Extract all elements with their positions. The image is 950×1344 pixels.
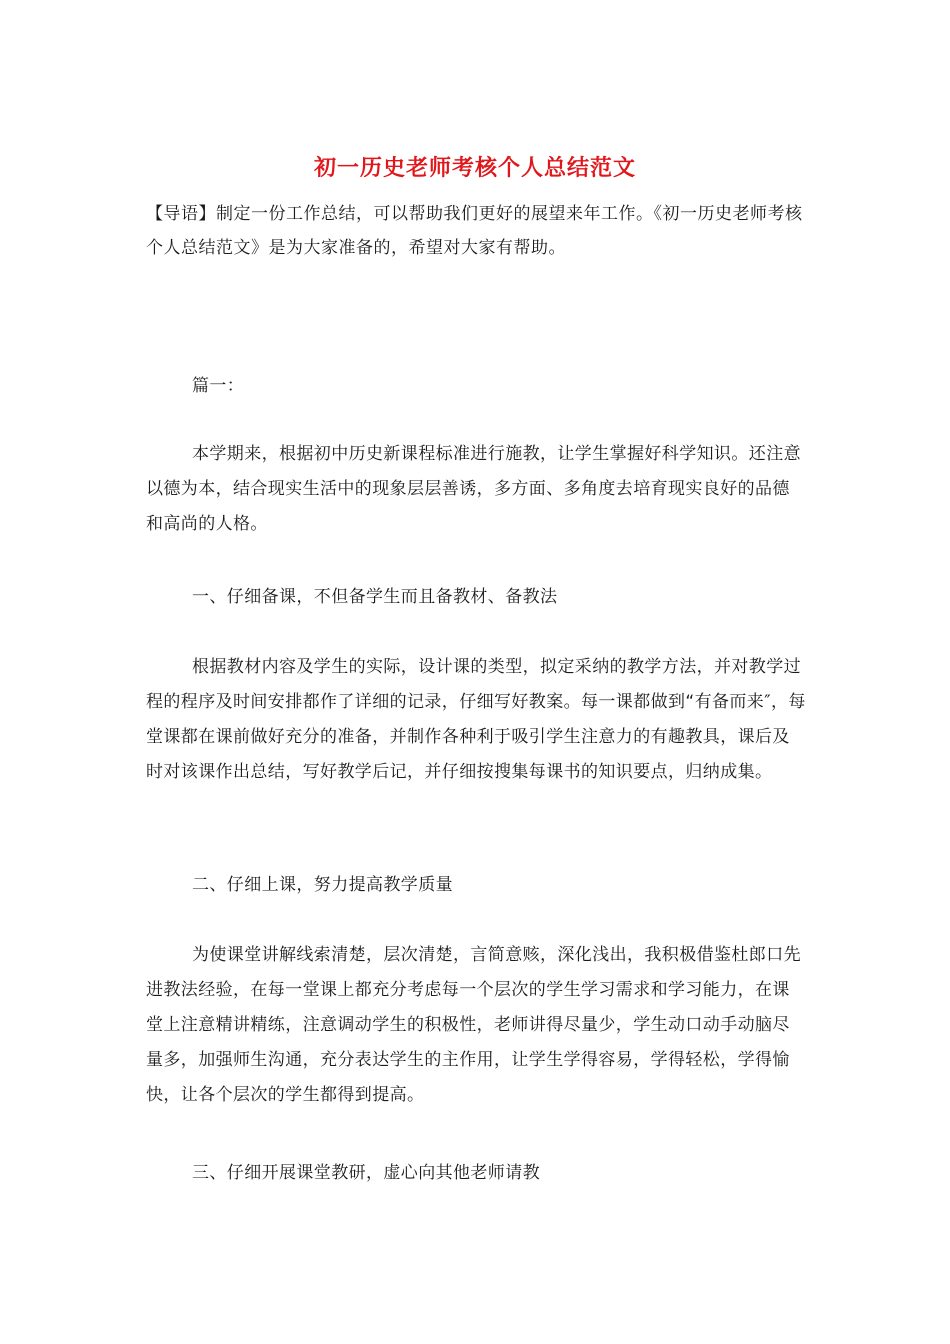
body-paragraph: 根据教材内容及学生的实际，设计课的类型，拟定采纳的教学方法，并对教学过程的程序及时间安排都作了详细的记录，仔细写好教案。每一课都做到“有备而来″，每堂课都在课前做好充分的准备，并制作各种利于吸引学生注意力的有趣教具，课后及时对该课作出总结，写好教学后记，并仔细按搜集每课书的知识要点，归纳成集。: [146, 657, 806, 782]
body-paragraph: 为使课堂讲解线索清楚，层次清楚，言简意赅，深化浅出，我积极借鉴杜郎口先进教法经验，在每一堂课上都充分考虑每一个层次的学生学习需求和学习能力，在课堂上注意精讲精练，注意调动学生的积极性，老师讲得尽量少，学生动口动手动脑尽量多，加强师生沟通，充分表达学生的主作用，让学生学得容易，学得轻松，学得愉快，让各个层次的学生都得到提高。: [146, 945, 801, 1105]
section-heading: 二、仔细上课，努力提高教学质量: [192, 875, 453, 895]
section-heading: 一、仔细备课，不但备学生而且备教材、备教法: [192, 587, 558, 607]
section-heading: 三、仔细开展课堂教研，虚心向其他老师请教: [192, 1163, 540, 1183]
body-paragraph: 本学期来，根据初中历史新课程标准进行施教，让学生掌握好科学知识。还注意以德为本，结合现实生活中的现象层层善诱，多方面、多角度去培育现实良好的品德和高尚的人格。: [146, 444, 801, 534]
section-label: 篇一：: [192, 376, 245, 396]
document-title: 初一历史老师考核个人总结范文: [313, 155, 636, 181]
intro-paragraph: 【导语】制定一份工作总结，可以帮助我们更好的展望来年工作。《初一历史老师考核个人总结范文》是为大家准备的，希望对大家有帮助。: [146, 204, 803, 258]
